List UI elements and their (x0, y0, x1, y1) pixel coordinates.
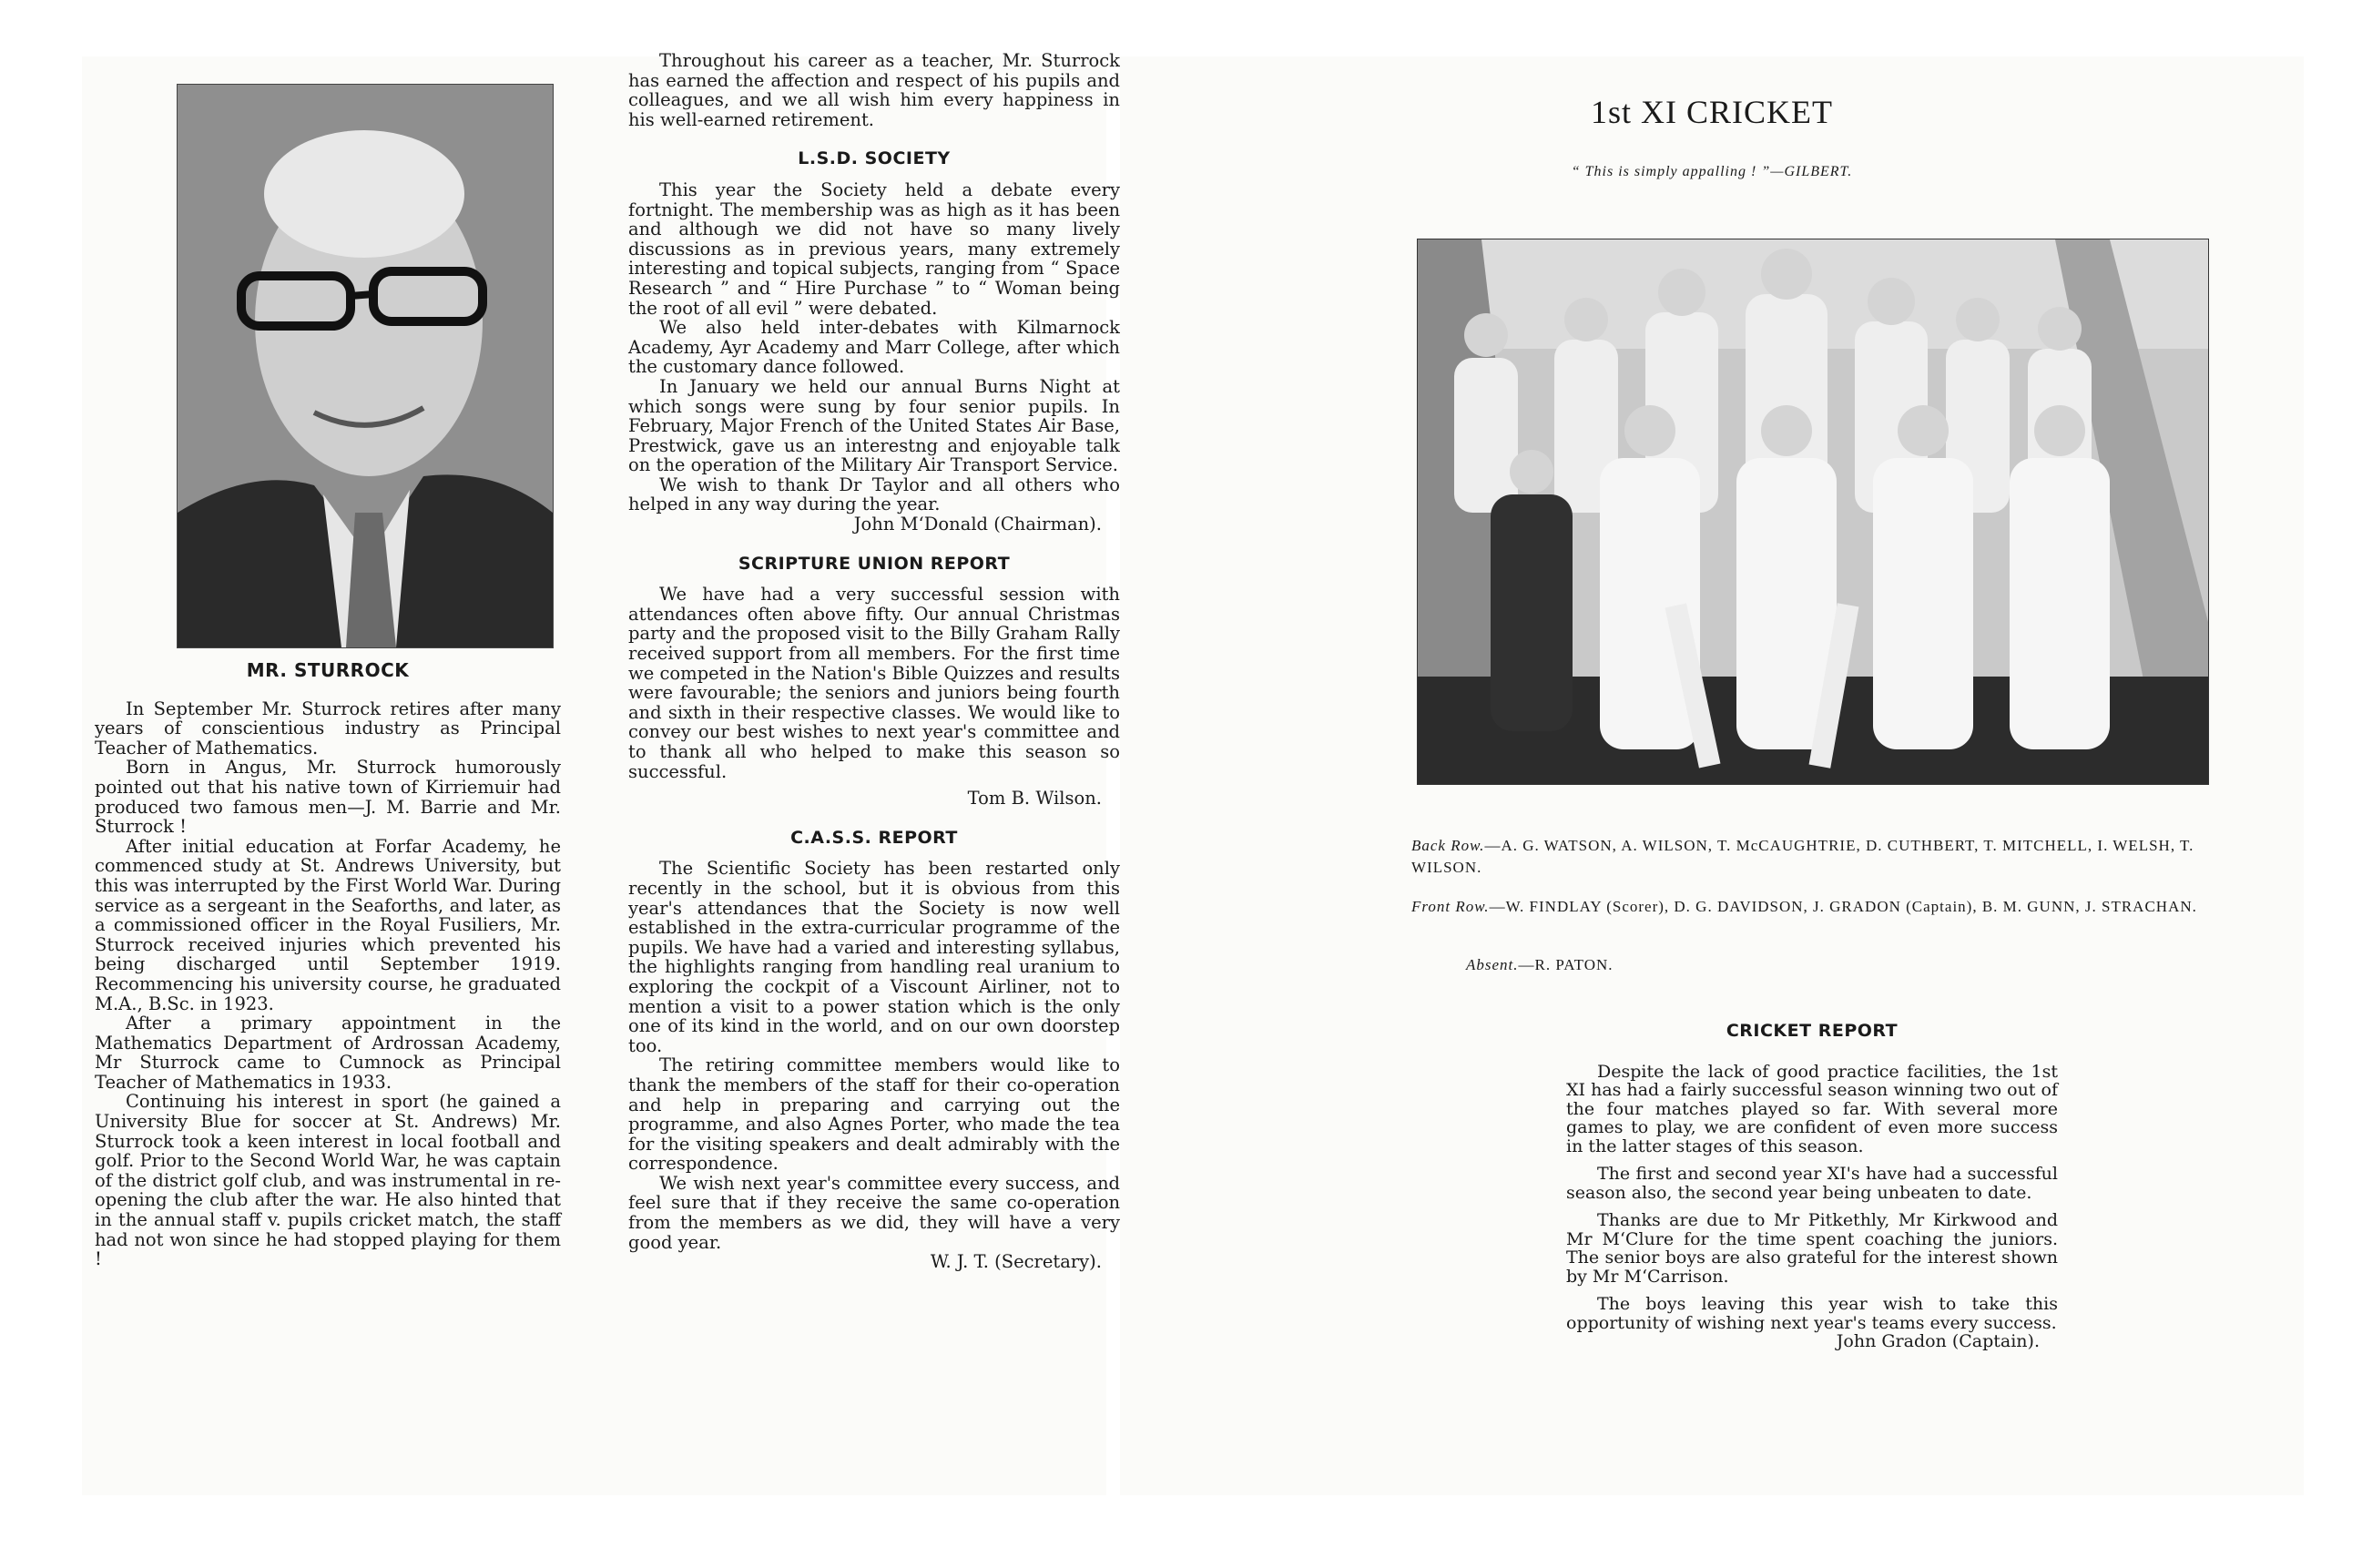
scripture-union-heading: SCRIPTURE UNION REPORT (738, 553, 1011, 574)
right-column-left-page (628, 51, 1120, 1272)
sturrock-paragraph: In September Mr. Sturrock retires after many years of conscientious industry as Principal Teacher of Mathematics. (95, 697, 561, 759)
su-signature: Tom B. Wilson. (967, 788, 1102, 809)
front-row-caption (1411, 896, 2231, 918)
lsd-signature: John M‘Donald (Chairman). (853, 514, 1102, 535)
sturrock-paragraph: Continuing his interest in sport (he gained a University Blue for soccer at St. Andrews) Mr. Sturrock took a keen interest in local football and golf. Prior to the Second World War, he was captain of the district golf club, and was instrumental in re-opening the club after the war. He also hinted that in the annual staff v. pupils cricket match, the staff had not won since he had stopped playing for them ! (95, 1091, 561, 1270)
portrait-caption: MR. STURROCK (246, 659, 410, 681)
sturrock-paragraph: After initial education at Forfar Academy, he commenced study at St. Andrews University, but this was interrupted by the First World War. During service as a sergeant in the Seaforths, and later, as a commissioned officer in the Royal Fusiliers, Mr. Sturrock received injuries which prevented his being discharged until September 1919. Recommencing his university course, he graduated M.A., B.Sc. in 1923. (95, 835, 561, 1014)
epigraph-quote: “ This is simply appalling ! ”—GILBERT. (1571, 164, 1853, 179)
cass-report-heading: C.A.S.S. REPORT (790, 827, 958, 848)
team-photo-image (1418, 239, 2208, 784)
back-row-names: —A. G. WATSON, A. WILSON, T. McCAUGHTRIE, D. CUTHBERT, T. MITCHELL, I. WELSH, T. WILSON. (1411, 837, 2194, 876)
absent-names: —R. PATON. (1518, 956, 1614, 973)
lsd-society-heading: L.S.D. SOCIETY (798, 148, 951, 169)
front-row-label: Front Row. (1411, 898, 1490, 915)
cricket-report-paragraph: The first and second year XI's have had a successful season also, the second year being unbeaten to date. (1566, 1164, 2058, 1203)
lsd-paragraph: We also held inter-debates with Kilmarnock Academy, Ayr Academy and Marr College, after which the customary dance followed. (628, 317, 1120, 378)
cass-paragraph: We wish next year's committee every success, and feel sure that if they receive the same co-operation from the members as we did, they will have a very good year. (628, 1172, 1120, 1253)
right-page (1120, 56, 2304, 1495)
sturrock-paragraph: After a primary appointment in the Mathematics Department of Ardrossan Academy, Mr Sturrock came to Cumnock as Principal Teacher of Mathematics in 1933. (95, 1013, 561, 1093)
cricket-report-paragraph: Despite the lack of good practice facilities, the 1st XI has had a fairly successful season winning two out of the four matches played so far. With several more games to play, we are confident of even more success in the latter stages of this season. (1566, 1061, 2058, 1156)
cass-paragraph: The retiring committee members would like to thank the members of the staff for their co-operation and help in preparing and carrying out the programme, and also Agnes Porter, who made the tea for the visiting speakers and dealt admirably with the correspondence. (628, 1054, 1120, 1175)
cass-signature: W. J. T. (Secretary). (930, 1251, 1102, 1273)
sturrock-continuation: Throughout his career as a teacher, Mr. Sturrock has earned the affection and respect of his pupils and colleagues, and we all wish him every happiness in his well-earned retirement. (628, 50, 1120, 130)
cricket-report-heading: CRICKET REPORT (1726, 1021, 1899, 1041)
sturrock-column (95, 395, 561, 1269)
cricket-report-signature: John Gradon (Captain). (1836, 1331, 2040, 1351)
lsd-paragraph: In January we held our annual Burns Night at which songs were sung by four senior pupils. In February, Major French of the United States Air Base, Prestwick, gave us an interestng and enjoyable talk on the operation of the Military Air Transport Service. (628, 375, 1120, 476)
back-row-label: Back Row. (1411, 837, 1485, 854)
sturrock-paragraph: Born in Angus, Mr. Sturrock humorously pointed out that his native town of Kirriemuir had produced two famous men—J. M. Barrie and Mr. Sturrock ! (95, 757, 561, 838)
cricket-report-paragraph: Thanks are due to Mr Pitkethly, Mr Kirkwood and Mr M‘Clure for the time spent coaching the juniors. The senior boys are also grateful for the interest shown by Mr M‘Carrison. (1566, 1210, 2058, 1287)
absent-label: Absent. (1466, 956, 1519, 973)
absent-caption (1466, 954, 2194, 976)
cricket-report-column (1566, 1022, 2058, 1351)
cass-paragraph: The Scientific Society has been restarted only recently in the school, but it is obvious from this year's attendances that the Society is now well established in the extra-curricular programme of the pupils. We have had a varied and interesting syllabus, the highlights ranging from handling real uranium to exploring the cockpit of a Viscount Airliner, not to mention a visit to a power station which is the only one of its kind in the world, and on our own doorstep too. (628, 858, 1120, 1056)
left-page (82, 50, 1120, 1495)
lsd-paragraph: We wish to thank Dr Taylor and all others who helped in any way during the year. (628, 473, 1120, 515)
cricket-report-paragraph: The boys leaving this year wish to take this opportunity of wishing next year's teams every success. (1566, 1294, 2058, 1333)
team-photo (1417, 239, 2209, 785)
page-title: 1st XI CRICKET (1591, 94, 1833, 130)
back-row-caption (1411, 835, 2231, 879)
lsd-paragraph: This year the Society held a debate every fortnight. The membership was as high as it has been and although we did not have so many lively discussions as in previous years, many extremely interesting and topical subjects, ranging from “ Space Research ” and “ Hire Purchase ” to “ Woman being the root of all evil ” were debated. (628, 178, 1120, 319)
front-row-names: —W. FINDLAY (Scorer), D. G. DAVIDSON, J. GRADON (Captain), B. M. GUNN, J. STRACHAN. (1489, 898, 2197, 915)
su-paragraph: We have had a very successful session with attendances often above fifty. Our annual Christmas party and the proposed visit to the Billy Graham Rally received support from all members. For the first time we competed in the Nation's Bible Quizzes and results were favourable; the seniors and juniors being fourth and sixth in their respective classes. We would like to convey our best wishes to next year's committee and to thank all who helped to make this season so successful. (628, 584, 1120, 782)
